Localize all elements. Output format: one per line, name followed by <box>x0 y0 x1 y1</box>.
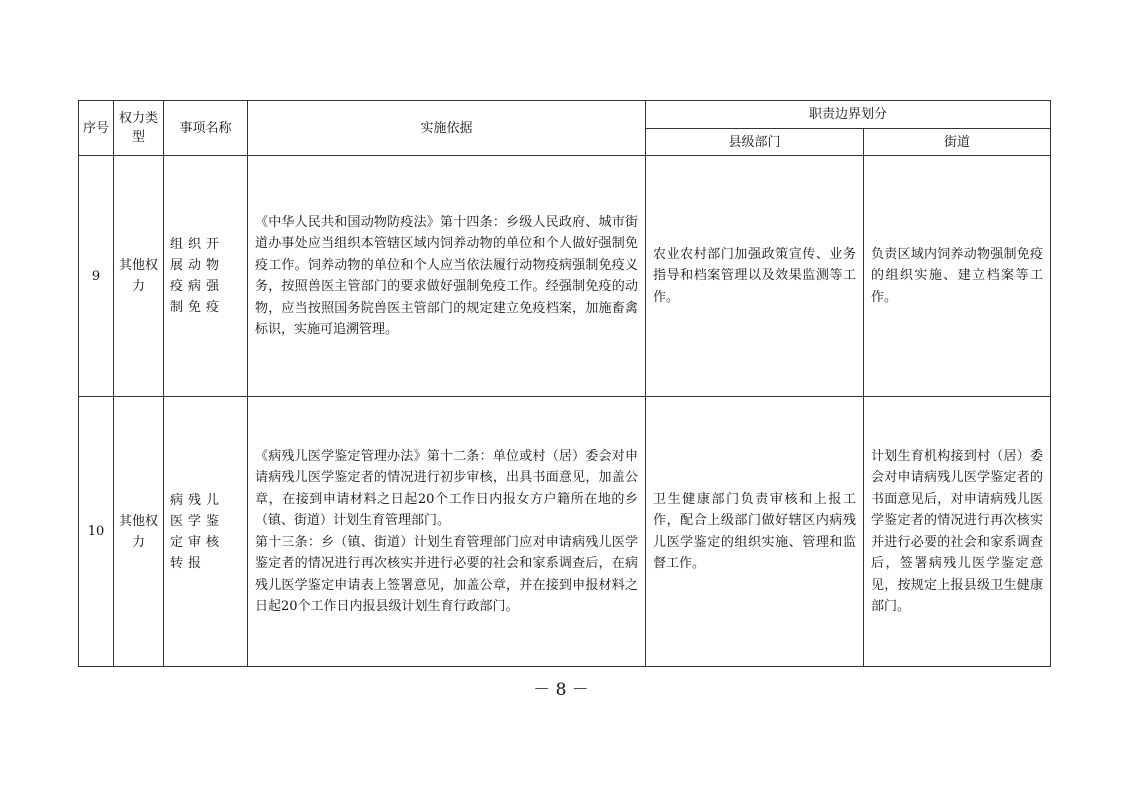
header-county-dept: 县级部门 <box>646 129 864 156</box>
power-list-table <box>78 100 1051 667</box>
header-item-name: 事项名称 <box>164 101 248 156</box>
table-row <box>79 156 1051 397</box>
header-duty-division: 职责边界划分 <box>646 101 1051 129</box>
basis-paragraph: 《中华人民共和国动物防疫法》第十四条：乡级人民政府、城市街道办事处应当组织本管辖区域内饲养动物的单位和个人做好强制免疫工作。饲养动物的单位和个人应当依法履行动物疫病强制免疫义务，按照兽医主管部门的要求做好强制免疫工作。经强制免疫的动物，应当按照国务院兽医主管部门的规定建立免疫档案，加施畜禽标识，实施可追溯管理。 <box>255 214 638 337</box>
row-subdistrict: 计划生育机构接到村（居）委会对申请病残儿医学鉴定者的书面意见后，对申请病残儿医学鉴定者的情况进行再次核实并进行必要的社会和家系调查后，签署病残儿医学鉴定意见，按规定上报县级卫生健康部门。 <box>864 397 1051 667</box>
header-basis: 实施依据 <box>248 101 646 156</box>
row-county-dept: 农业农村部门加强政策宣传、业务指导和档案管理以及效果监测等工作。 <box>646 156 864 397</box>
row-seq: 9 <box>79 156 114 397</box>
row-basis <box>248 397 646 667</box>
row-item-name: 组织开展动物疫病强制免疫 <box>164 156 248 397</box>
row-item-name: 病残儿医学鉴定审核转报 <box>164 397 248 667</box>
row-power-type: 其他权力 <box>114 156 164 397</box>
row-seq: 10 <box>79 397 114 667</box>
basis-paragraph: 第十三条：乡（镇、街道）计划生育管理部门应对申请病残儿医学鉴定者的情况进行再次核实并进行必要的社会和家系调查后，在病残儿医学鉴定申请表上签署意见，加盖公章，并在接到申报材料之日起20个工作日内报县级计划生育行政部门。 <box>255 534 638 614</box>
page-number: － 8 － <box>533 680 589 700</box>
row-county-dept: 卫生健康部门负责审核和上报工作，配合上级部门做好辖区内病残儿医学鉴定的组织实施、管理和监督工作。 <box>646 397 864 667</box>
header-subdistrict: 街道 <box>864 129 1051 156</box>
table-row <box>79 397 1051 667</box>
basis-paragraph: 《病残儿医学鉴定管理办法》第十二条：单位或村（居）委会对申请病残儿医学鉴定者的情况进行初步审核，出具书面意见，加盖公章，在接到申请材料之日起20个工作日内报女方户籍所在地的乡（镇、街道）计划生育管理部门。 <box>255 448 638 528</box>
header-power-type: 权力类型 <box>114 101 164 156</box>
row-power-type: 其他权力 <box>114 397 164 667</box>
row-subdistrict: 负责区域内饲养动物强制免疫的组织实施、建立档案等工作。 <box>864 156 1051 397</box>
row-basis <box>248 156 646 397</box>
header-seq: 序号 <box>79 101 114 156</box>
